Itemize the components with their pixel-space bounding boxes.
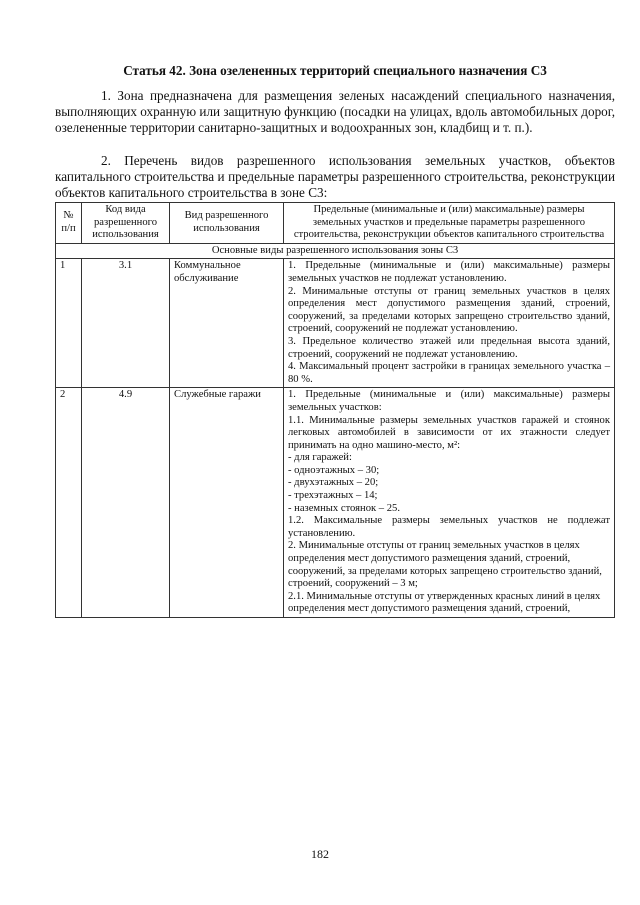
param-item: 1. Предельные (минимальные и (или) максимальные) размеры земельных участков не подлежат установлению.	[288, 260, 610, 284]
article-title: Статья 42. Зона озелененных территорий специального назначения С3	[123, 63, 547, 78]
table-row	[56, 259, 615, 388]
page-number: 182	[311, 847, 329, 861]
section-title: Основные виды разрешенного использования зоны С3	[56, 243, 615, 259]
param-item: 2. Минимальные отступы от границ земельных участков в целях определения мест допустимого размещения зданий, строений, сооружений, за пределами которых запрещено строительство зданий, строений, сооружений не подлежат установлению.	[288, 285, 610, 335]
param-item: - одноэтажных – 30;	[288, 464, 380, 476]
land-use-table	[55, 202, 615, 618]
header-code: Код вида разрешенного использования	[82, 203, 170, 244]
row-code: 4.9	[82, 388, 170, 618]
param-item: - двухэтажных – 20;	[288, 477, 379, 489]
param-item: 1.2. Максимальные размеры земельных участков не подлежат установлению.	[288, 515, 610, 539]
section-row	[56, 243, 615, 259]
param-item: - трехэтажных – 14;	[288, 490, 378, 502]
param-item: - наземных стоянок – 25.	[288, 502, 400, 514]
row-kind: Служебные гаражи	[170, 388, 284, 618]
row-code: 3.1	[82, 259, 170, 388]
header-params: Предельные (минимальные и (или) максимальные) размеры земельных участков и предельные параметры разрешенного строительства, реконструкции объектов капитального строительства	[284, 203, 615, 244]
param-item: 2.1. Минимальные отступы от утвержденных красных линий в целях определения мест допустимого размещения зданий, строений,	[288, 590, 601, 615]
paragraph-2: 2. Перечень видов разрешенного использования земельных участков, объектов капитального строительства и предельные параметры разрешенного строительства, реконструкции объектов капитального строительства в зоне С3:	[55, 153, 615, 200]
row-params	[284, 388, 615, 618]
param-item: 3. Предельное количество этажей или предельная высота зданий, строений, сооружений не подлежат установлению.	[288, 335, 610, 360]
param-item: 2. Минимальные отступы от границ земельных участков в целях определения мест допустимого размещения зданий, строений, сооружений, за пределами которых запрещено строительство зданий, строений, сооружений – 3 м;	[288, 540, 602, 590]
table-header-row	[56, 203, 615, 244]
paragraph-1: 1. Зона предназначена для размещения зеленых насаждений специального назначения, выполняющих охранную или защитную функцию (посадки на улицах, вдоль автомобильных дорог, озелененные территории санитарно-защитных и водоохранных зон, кладбищ и т. п.).	[55, 88, 615, 135]
param-item: 1. Предельные (минимальные и (или) максимальные) размеры земельных участков:	[288, 389, 610, 413]
row-params	[284, 259, 615, 388]
row-kind: Коммунальное обслуживание	[170, 259, 284, 388]
header-num: № п/п	[56, 203, 82, 244]
table-row	[56, 388, 615, 618]
param-item: 1.1. Минимальные размеры земельных участков гаражей и стоянок легковых автомобилей в зависимости от их этажности следует принимать на одно машино-место, м²:	[288, 414, 610, 451]
param-item: - для гаражей:	[288, 452, 352, 464]
param-item: 4. Максимальный процент застройки в границах земельного участка – 80 %.	[288, 361, 610, 385]
row-num: 2	[56, 388, 82, 618]
header-kind: Вид разрешенного использования	[170, 203, 284, 244]
row-num: 1	[56, 259, 82, 388]
